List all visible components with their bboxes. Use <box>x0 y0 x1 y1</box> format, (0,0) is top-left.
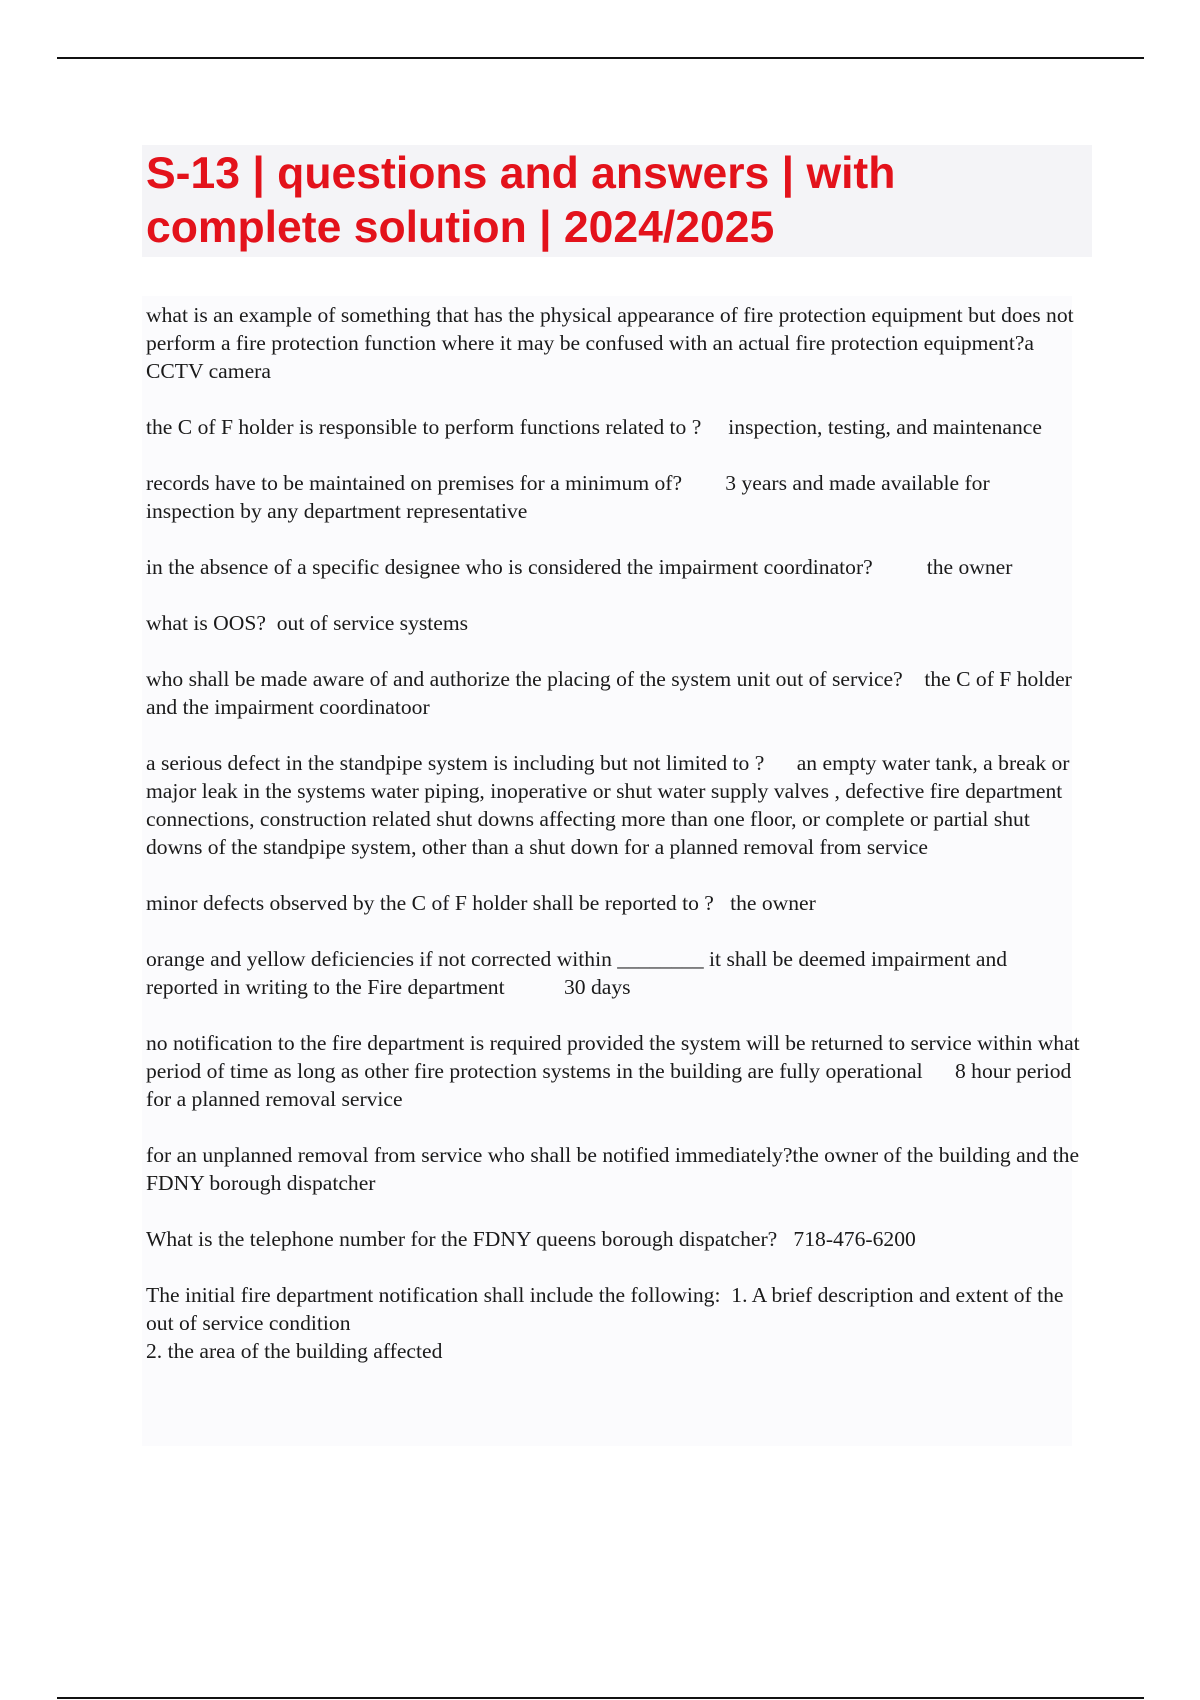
qa-item: in the absence of a specific designee who is considered the impairment coordinator? the owner <box>146 555 1013 579</box>
qa-item: records have to be maintained on premises for a minimum of? 3 years and made available for inspection by any department representative <box>146 471 996 523</box>
qa-item: the C of F holder is responsible to perform functions related to ? inspection, testing, and maintenance <box>146 415 1042 439</box>
top-rule <box>57 57 1144 59</box>
qa-item: What is the telephone number for the FDNY queens borough dispatcher? 718-476-6200 <box>146 1227 916 1251</box>
qa-item: what is OOS? out of service systems <box>146 611 469 635</box>
qa-item: no notification to the fire department is required provided the system will be returned to service within what period of time as long as other fire protection systems in the building are fully operational 8 hour period for a planned removal service <box>146 1031 1086 1111</box>
qa-item: who shall be made aware of and authorize the placing of the system unit out of service? the C of F holder and the impairment coordinatoor <box>146 667 1078 719</box>
qa-item: for an unplanned removal from service who shall be notified immediately?the owner of the building and the FDNY borough dispatcher <box>146 1143 1085 1195</box>
qa-item: what is an example of something that has the physical appearance of fire protection equipment but does not perform a fire protection function where it may be confused with an actual fire protection equipment?a CCTV camera <box>146 303 1080 383</box>
qa-item: minor defects observed by the C of F holder shall be reported to ? the owner <box>146 891 816 915</box>
qa-item: a serious defect in the standpipe system is including but not limited to ? an empty water tank, a break or major leak in the systems water piping, inoperative or shut water supply valves , defective fire department connections, construction related shut downs affecting more than one floor, or complete or partial shut downs of the standpipe system, other than a shut down for a planned removal from service <box>146 751 1075 859</box>
qa-item: orange and yellow deficiencies if not corrected within ________ it shall be deemed impairment and reported in writing to the Fire department 30 days <box>146 947 1013 999</box>
bottom-rule <box>57 1697 1144 1699</box>
document-title: S-13 | questions and answers | with complete solution | 2024/2025 <box>146 149 896 252</box>
qa-item: The initial fire department notification shall include the following: 1. A brief description and extent of the out of service condition 2. the area of the building affected <box>146 1283 1064 1363</box>
qa-list <box>146 301 1086 1393</box>
